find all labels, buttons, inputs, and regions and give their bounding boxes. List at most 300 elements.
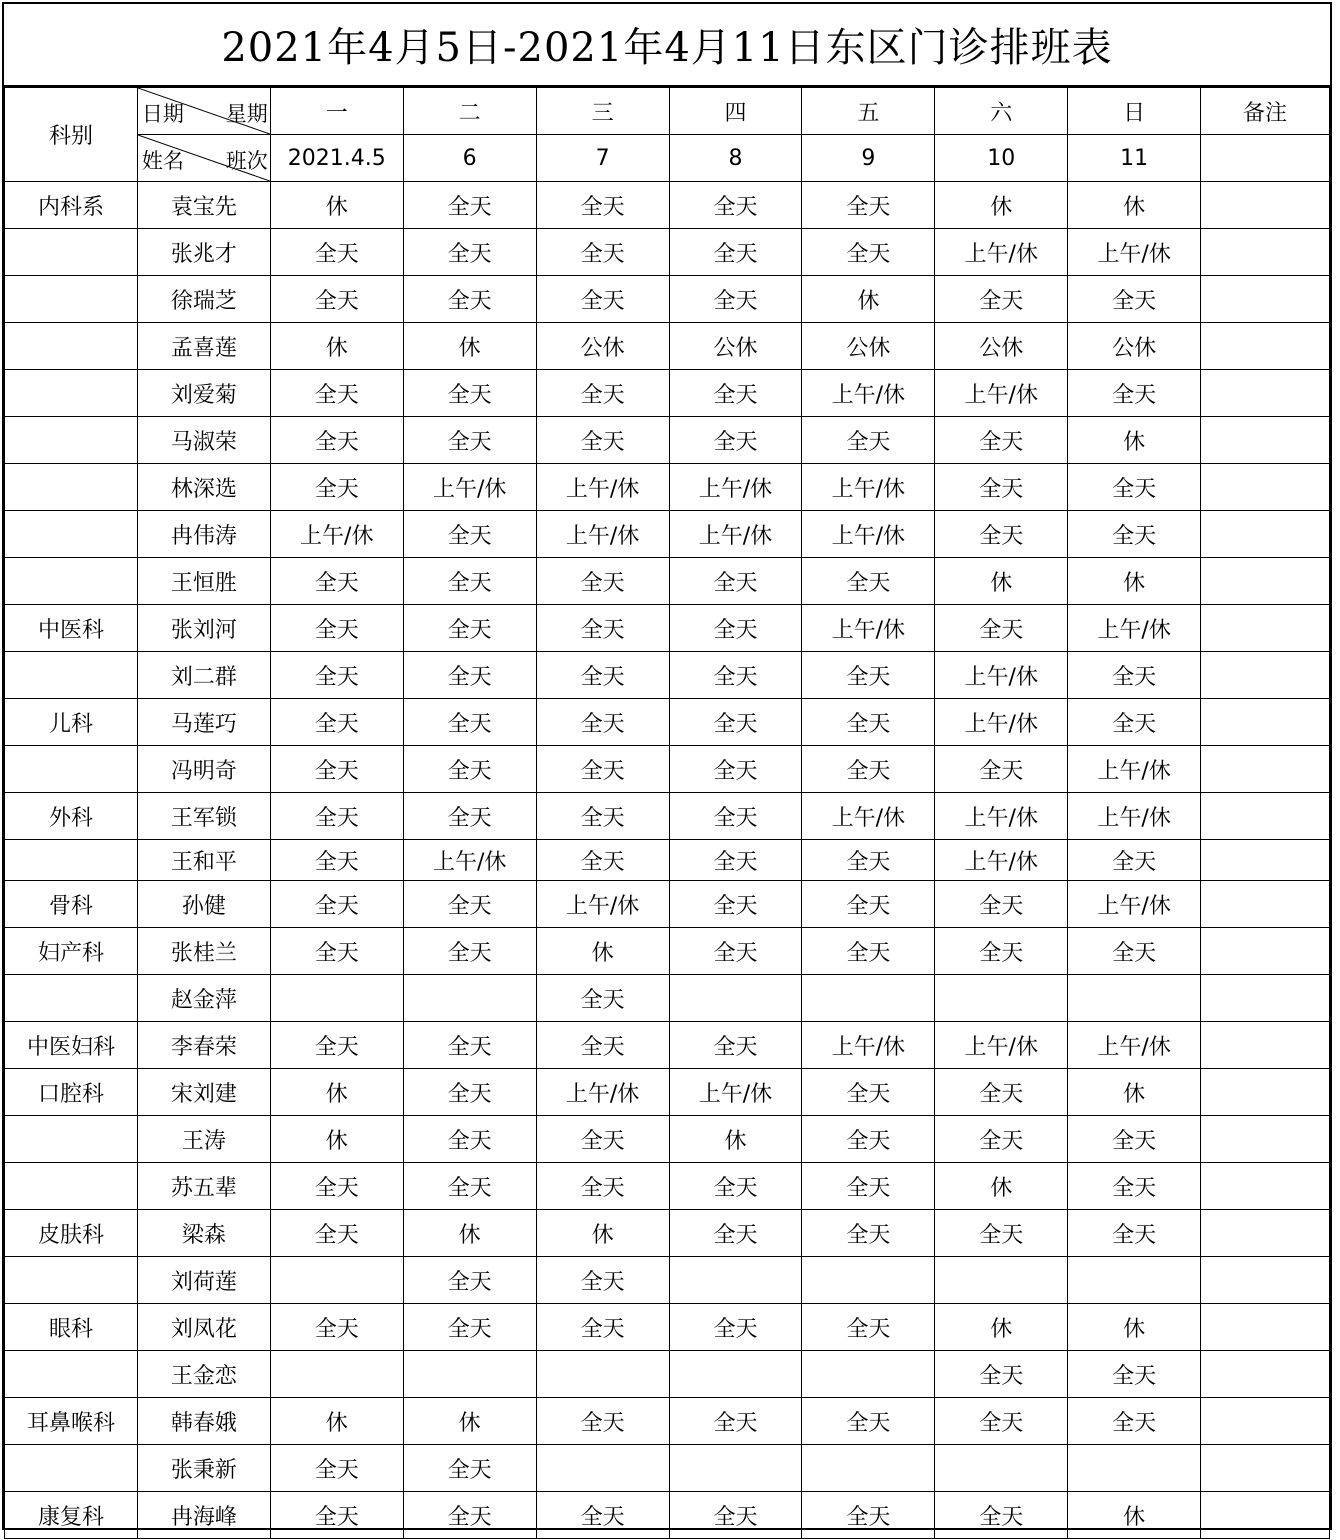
shift-cell: 休 [802, 276, 935, 323]
shift-cell: 休 [1068, 417, 1201, 464]
table-row [5, 276, 1330, 323]
shift-cell [802, 1257, 935, 1304]
weekday-cell: 一 [270, 88, 403, 135]
table-row [5, 1398, 1330, 1445]
shift-cell: 上午/休 [935, 699, 1068, 746]
shift-cell: 全天 [403, 511, 536, 558]
name-cell: 马淑荣 [137, 417, 270, 464]
dept-cell [5, 1445, 138, 1492]
shift-cell: 全天 [669, 276, 802, 323]
shift-cell: 全天 [935, 1351, 1068, 1398]
shift-cell: 全天 [270, 558, 403, 605]
shift-cell: 全天 [935, 464, 1068, 511]
shift-cell: 全天 [935, 746, 1068, 793]
shift-cell: 全天 [403, 928, 536, 975]
shift-cell: 公休 [1068, 323, 1201, 370]
shift-cell: 全天 [1068, 511, 1201, 558]
shift-cell: 全天 [270, 1022, 403, 1069]
remark-cell [1201, 746, 1330, 793]
remark-cell [1201, 652, 1330, 699]
remark-cell [1201, 881, 1330, 928]
shift-cell [669, 1257, 802, 1304]
shift-cell: 上午/休 [270, 511, 403, 558]
name-cell: 刘荷莲 [137, 1257, 270, 1304]
shift-cell: 全天 [403, 182, 536, 229]
date-cell: 2021.4.5 [270, 135, 403, 182]
name-cell: 张刘河 [137, 605, 270, 652]
shift-cell: 全天 [669, 370, 802, 417]
shift-cell: 全天 [536, 417, 669, 464]
shift-cell: 全天 [669, 881, 802, 928]
shift-cell: 上午/休 [1068, 229, 1201, 276]
table-row [5, 370, 1330, 417]
remark-cell [1201, 182, 1330, 229]
remark-cell [1201, 511, 1330, 558]
shift-cell: 全天 [935, 1116, 1068, 1163]
name-cell: 冉伟涛 [137, 511, 270, 558]
dept-cell: 康复科 [5, 1492, 138, 1539]
name-cell: 王金恋 [137, 1351, 270, 1398]
shift-cell: 休 [1068, 1069, 1201, 1116]
table-row [5, 464, 1330, 511]
shift-cell: 全天 [802, 881, 935, 928]
shift-cell: 全天 [270, 1163, 403, 1210]
shift-cell: 全天 [270, 229, 403, 276]
shift-cell: 上午/休 [935, 1022, 1068, 1069]
table-row [5, 746, 1330, 793]
shift-cell [270, 975, 403, 1022]
weekday-label: 星期 [225, 102, 268, 126]
remark-cell [1201, 1492, 1330, 1539]
shift-cell: 休 [403, 1210, 536, 1257]
table-row [5, 1116, 1330, 1163]
shift-cell: 全天 [403, 1116, 536, 1163]
shift-cell: 上午/休 [802, 793, 935, 840]
date-cell: 10 [935, 135, 1068, 182]
shift-cell: 休 [1068, 558, 1201, 605]
shift-cell: 全天 [802, 558, 935, 605]
shift-cell: 全天 [270, 1210, 403, 1257]
shift-cell [1068, 975, 1201, 1022]
shift-cell: 全天 [802, 1398, 935, 1445]
shift-cell: 全天 [270, 652, 403, 699]
shift-cell: 全天 [669, 605, 802, 652]
shift-cell: 全天 [1068, 464, 1201, 511]
date-cell: 9 [802, 135, 935, 182]
shift-cell [935, 1445, 1068, 1492]
shift-cell: 全天 [935, 276, 1068, 323]
shift-cell: 全天 [935, 881, 1068, 928]
table-row [5, 1069, 1330, 1116]
shift-cell: 全天 [403, 793, 536, 840]
shift-cell: 全天 [536, 276, 669, 323]
shift-cell: 全天 [270, 840, 403, 881]
table-row [5, 1257, 1330, 1304]
name-cell: 刘爱菊 [137, 370, 270, 417]
shift-cell: 全天 [669, 1210, 802, 1257]
shift-cell: 全天 [270, 793, 403, 840]
shift-cell: 全天 [802, 928, 935, 975]
name-cell: 袁宝先 [137, 182, 270, 229]
remark-cell [1201, 323, 1330, 370]
date-weekday-header [137, 88, 270, 135]
weekday-cell: 六 [935, 88, 1068, 135]
shift-cell: 上午/休 [802, 605, 935, 652]
table-row [5, 417, 1330, 464]
shift-cell: 全天 [403, 417, 536, 464]
shift-cell: 上午/休 [536, 881, 669, 928]
shift-cell: 全天 [802, 840, 935, 881]
shift-cell: 全天 [403, 1492, 536, 1539]
shift-cell: 全天 [802, 699, 935, 746]
shift-cell: 全天 [270, 1492, 403, 1539]
shift-cell: 全天 [270, 1304, 403, 1351]
date-cell: 6 [403, 135, 536, 182]
shift-cell: 全天 [403, 1304, 536, 1351]
shift-cell: 全天 [403, 276, 536, 323]
shift-cell: 休 [270, 1398, 403, 1445]
shift-cell: 上午/休 [1068, 605, 1201, 652]
table-row [5, 1351, 1330, 1398]
shift-cell: 休 [935, 1163, 1068, 1210]
shift-cell: 全天 [802, 182, 935, 229]
shift-cell [270, 1257, 403, 1304]
shift-cell: 全天 [669, 793, 802, 840]
table-row [5, 511, 1330, 558]
shift-cell: 全天 [935, 1210, 1068, 1257]
header-row-weekday [5, 88, 1330, 135]
shift-cell: 全天 [270, 881, 403, 928]
page-title: 2021年4月5日-2021年4月11日东区门诊排班表 [4, 4, 1330, 87]
shift-cell: 全天 [536, 1257, 669, 1304]
shift-cell: 全天 [669, 699, 802, 746]
remark-cell [1201, 558, 1330, 605]
dept-cell: 眼科 [5, 1304, 138, 1351]
shift-cell: 全天 [935, 605, 1068, 652]
shift-cell: 公休 [935, 323, 1068, 370]
shift-cell: 全天 [536, 229, 669, 276]
shift-cell [935, 1257, 1068, 1304]
shift-cell: 全天 [669, 1022, 802, 1069]
shift-cell: 上午/休 [802, 1022, 935, 1069]
shift-cell: 全天 [403, 229, 536, 276]
shift-cell: 公休 [536, 323, 669, 370]
shift-cell [536, 1351, 669, 1398]
shift-cell [802, 975, 935, 1022]
remark-cell [1201, 699, 1330, 746]
shift-cell: 休 [669, 1116, 802, 1163]
shift-cell: 全天 [536, 1163, 669, 1210]
remark-cell [1201, 417, 1330, 464]
shift-cell: 全天 [536, 182, 669, 229]
shift-cell: 全天 [536, 1116, 669, 1163]
remark-cell [1201, 1022, 1330, 1069]
remark-cell [1201, 1304, 1330, 1351]
name-cell: 孟喜莲 [137, 323, 270, 370]
remark-cell [1201, 1351, 1330, 1398]
shift-cell: 全天 [270, 370, 403, 417]
shift-cell: 上午/休 [1068, 1022, 1201, 1069]
shift-cell: 全天 [1068, 1398, 1201, 1445]
shift-cell: 全天 [1068, 652, 1201, 699]
remark-header: 备注 [1201, 88, 1330, 135]
shift-cell [403, 1351, 536, 1398]
shift-cell: 全天 [270, 417, 403, 464]
shift-cell: 全天 [536, 1304, 669, 1351]
name-cell: 刘凤花 [137, 1304, 270, 1351]
shift-cell: 全天 [536, 605, 669, 652]
shift-cell: 全天 [270, 699, 403, 746]
shift-cell: 上午/休 [536, 464, 669, 511]
name-cell: 王军锁 [137, 793, 270, 840]
shift-cell: 全天 [536, 746, 669, 793]
shift-cell [802, 1351, 935, 1398]
table-row [5, 605, 1330, 652]
date-cell: 7 [536, 135, 669, 182]
shift-cell: 全天 [669, 1304, 802, 1351]
shift-cell: 全天 [270, 1445, 403, 1492]
weekday-cell: 二 [403, 88, 536, 135]
remark-cell [1201, 928, 1330, 975]
name-cell: 王和平 [137, 840, 270, 881]
weekday-cell: 日 [1068, 88, 1201, 135]
table-row [5, 975, 1330, 1022]
dept-cell [5, 229, 138, 276]
shift-cell [669, 1351, 802, 1398]
remark-cell [1201, 840, 1330, 881]
dept-cell [5, 1116, 138, 1163]
name-cell: 苏五辈 [137, 1163, 270, 1210]
shift-cell: 休 [1068, 1304, 1201, 1351]
shift-cell: 全天 [403, 652, 536, 699]
remark-cell [1201, 1445, 1330, 1492]
shift-cell: 全天 [1068, 1163, 1201, 1210]
header-row-date [5, 135, 1330, 182]
dept-cell [5, 511, 138, 558]
name-shift-header [137, 135, 270, 182]
remark-cell [1201, 276, 1330, 323]
shift-cell: 全天 [1068, 1351, 1201, 1398]
dept-header: 科别 [5, 88, 138, 182]
table-row [5, 1163, 1330, 1210]
dept-cell [5, 370, 138, 417]
table-row [5, 652, 1330, 699]
shift-cell: 全天 [802, 229, 935, 276]
name-cell: 梁森 [137, 1210, 270, 1257]
shift-cell: 全天 [1068, 1210, 1201, 1257]
name-cell: 赵金萍 [137, 975, 270, 1022]
remark-cell [1201, 1163, 1330, 1210]
table-row [5, 793, 1330, 840]
dept-cell [5, 417, 138, 464]
remark-cell [1201, 793, 1330, 840]
name-cell: 张桂兰 [137, 928, 270, 975]
name-cell: 韩春娥 [137, 1398, 270, 1445]
shift-cell: 上午/休 [669, 1069, 802, 1116]
name-cell: 王涛 [137, 1116, 270, 1163]
shift-cell: 全天 [1068, 370, 1201, 417]
dept-cell [5, 323, 138, 370]
shift-cell: 休 [935, 1304, 1068, 1351]
shift-cell: 全天 [935, 1398, 1068, 1445]
dept-cell [5, 558, 138, 605]
shift-cell: 全天 [403, 1445, 536, 1492]
shift-cell [270, 1351, 403, 1398]
shift-cell: 全天 [270, 746, 403, 793]
dept-cell: 外科 [5, 793, 138, 840]
shift-cell: 公休 [669, 323, 802, 370]
dept-cell [5, 746, 138, 793]
date-label: 日期 [141, 102, 184, 126]
shift-cell: 全天 [403, 370, 536, 417]
dept-cell [5, 840, 138, 881]
table-row [5, 1304, 1330, 1351]
name-cell: 王恒胜 [137, 558, 270, 605]
date-cell: 11 [1068, 135, 1201, 182]
shift-cell: 全天 [669, 1492, 802, 1539]
weekday-cell: 四 [669, 88, 802, 135]
shift-cell: 全天 [669, 1163, 802, 1210]
shift-cell: 全天 [403, 1022, 536, 1069]
shift-cell: 全天 [536, 793, 669, 840]
shift-cell: 全天 [669, 1398, 802, 1445]
table-row [5, 558, 1330, 605]
table-row [5, 1445, 1330, 1492]
shift-cell: 全天 [403, 1257, 536, 1304]
shift-cell: 上午/休 [935, 229, 1068, 276]
shift-cell: 休 [1068, 1492, 1201, 1539]
shift-cell: 全天 [403, 746, 536, 793]
shift-cell: 全天 [669, 417, 802, 464]
shift-cell: 全天 [1068, 928, 1201, 975]
shift-cell: 上午/休 [802, 464, 935, 511]
shift-cell: 全天 [669, 928, 802, 975]
name-cell: 徐瑞芝 [137, 276, 270, 323]
remark-cell [1201, 370, 1330, 417]
shift-cell: 全天 [1068, 699, 1201, 746]
shift-cell: 全天 [935, 928, 1068, 975]
shift-cell: 休 [935, 558, 1068, 605]
name-cell: 宋刘建 [137, 1069, 270, 1116]
shift-cell: 全天 [536, 840, 669, 881]
remark-cell [1201, 135, 1330, 182]
dept-cell [5, 1257, 138, 1304]
shift-label: 班次 [225, 149, 268, 173]
shift-cell: 休 [270, 1116, 403, 1163]
dept-cell [5, 464, 138, 511]
shift-cell: 全天 [270, 276, 403, 323]
dept-cell: 中医科 [5, 605, 138, 652]
table-row [5, 928, 1330, 975]
shift-cell: 全天 [536, 1398, 669, 1445]
weekday-cell: 三 [536, 88, 669, 135]
dept-cell: 内科系 [5, 182, 138, 229]
shift-cell: 上午/休 [802, 511, 935, 558]
shift-cell: 上午/休 [1068, 793, 1201, 840]
shift-cell: 上午/休 [669, 464, 802, 511]
shift-cell: 上午/休 [403, 840, 536, 881]
table-row [5, 1492, 1330, 1539]
shift-cell: 全天 [669, 558, 802, 605]
remark-cell [1201, 1069, 1330, 1116]
shift-cell: 全天 [403, 558, 536, 605]
shift-cell: 全天 [802, 1492, 935, 1539]
remark-cell [1201, 229, 1330, 276]
dept-cell: 中医妇科 [5, 1022, 138, 1069]
shift-cell: 上午/休 [935, 840, 1068, 881]
shift-cell [536, 1445, 669, 1492]
shift-cell: 上午/休 [935, 370, 1068, 417]
shift-cell: 休 [1068, 182, 1201, 229]
schedule-table [4, 87, 1330, 1539]
shift-cell: 全天 [536, 1022, 669, 1069]
shift-cell: 上午/休 [935, 793, 1068, 840]
shift-cell: 全天 [935, 511, 1068, 558]
shift-cell: 全天 [536, 558, 669, 605]
shift-cell: 上午/休 [403, 464, 536, 511]
remark-cell [1201, 1257, 1330, 1304]
shift-cell: 全天 [935, 417, 1068, 464]
dept-cell: 儿科 [5, 699, 138, 746]
shift-cell [935, 975, 1068, 1022]
dept-cell: 妇产科 [5, 928, 138, 975]
shift-cell: 休 [536, 928, 669, 975]
shift-cell: 全天 [669, 746, 802, 793]
table-row [5, 323, 1330, 370]
name-cell: 冯明奇 [137, 746, 270, 793]
table-row [5, 182, 1330, 229]
table-row [5, 229, 1330, 276]
shift-cell: 全天 [802, 1069, 935, 1116]
dept-cell [5, 1163, 138, 1210]
dept-cell [5, 652, 138, 699]
name-cell: 刘二群 [137, 652, 270, 699]
remark-cell [1201, 1210, 1330, 1257]
dept-cell [5, 276, 138, 323]
weekday-cell: 五 [802, 88, 935, 135]
name-cell: 林深选 [137, 464, 270, 511]
shift-cell: 全天 [802, 1210, 935, 1257]
date-cell: 8 [669, 135, 802, 182]
name-cell: 李春荣 [137, 1022, 270, 1069]
shift-cell: 全天 [1068, 1116, 1201, 1163]
shift-cell: 全天 [669, 840, 802, 881]
table-row [5, 840, 1330, 881]
shift-cell: 全天 [536, 699, 669, 746]
table-row [5, 1022, 1330, 1069]
table-row [5, 1210, 1330, 1257]
shift-cell: 全天 [270, 928, 403, 975]
shift-cell: 上午/休 [1068, 881, 1201, 928]
shift-cell: 全天 [802, 1304, 935, 1351]
shift-cell: 全天 [669, 182, 802, 229]
shift-cell: 全天 [403, 1163, 536, 1210]
name-cell: 马莲巧 [137, 699, 270, 746]
shift-cell: 全天 [935, 1492, 1068, 1539]
shift-cell: 休 [270, 323, 403, 370]
shift-cell: 全天 [802, 1116, 935, 1163]
name-cell: 张兆才 [137, 229, 270, 276]
shift-cell: 全天 [802, 1163, 935, 1210]
table-row [5, 881, 1330, 928]
shift-cell: 全天 [935, 1069, 1068, 1116]
schedule-sheet [2, 2, 1332, 1530]
shift-cell: 全天 [536, 1492, 669, 1539]
shift-cell: 全天 [669, 652, 802, 699]
shift-cell: 全天 [802, 652, 935, 699]
shift-cell: 全天 [1068, 840, 1201, 881]
shift-cell: 全天 [403, 881, 536, 928]
